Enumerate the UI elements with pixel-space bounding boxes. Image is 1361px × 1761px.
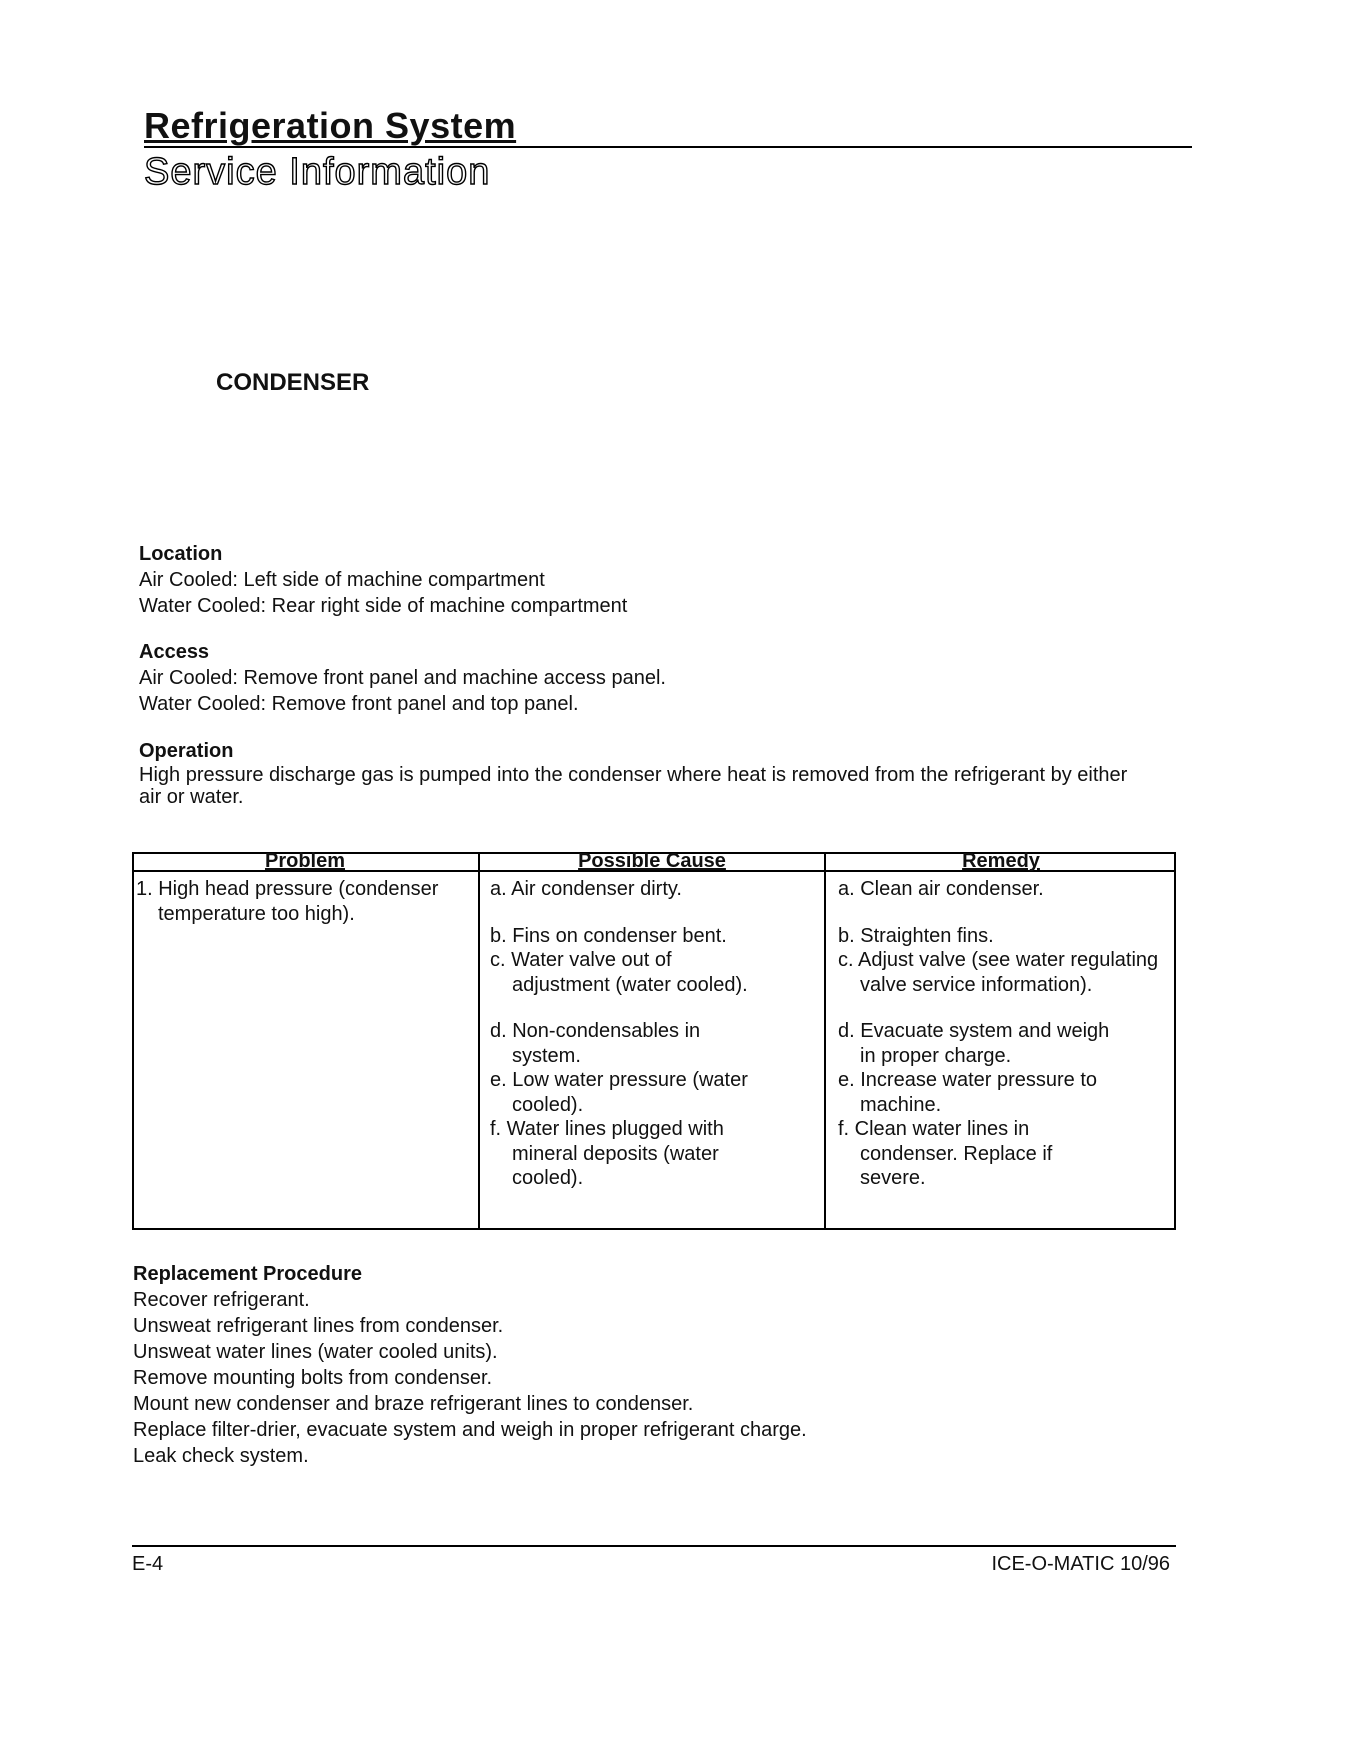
operation-line: air or water. (139, 786, 244, 808)
cause-item-continuation: cooled). (512, 1167, 584, 1189)
replacement-section (133, 1261, 807, 1469)
table-cell-remedies (838, 877, 1174, 1191)
remedy-item: f. Clean water lines in (838, 1118, 1030, 1140)
table-header-remedy: Remedy (962, 850, 1040, 872)
section-heading: CONDENSER (216, 369, 370, 396)
page-number: E-4 (132, 1553, 164, 1575)
replacement-step: Leak check system. (133, 1445, 309, 1467)
problem-line: temperature too high). (158, 902, 355, 925)
cause-item: f. Water lines plugged with (490, 1118, 724, 1140)
cause-item-continuation: adjustment (water cooled). (512, 973, 748, 996)
remedy-item-continuation: condenser. Replace if (860, 1142, 1053, 1165)
remedy-item-continuation: severe. (860, 1167, 926, 1189)
replacement-step: Remove mounting bolts from condenser. (133, 1367, 493, 1389)
operation-label: Operation (139, 740, 234, 762)
cause-item: d. Non-condensables in (490, 1020, 701, 1042)
location-section (139, 541, 627, 619)
title-underline-rule (144, 146, 1192, 148)
access-section (139, 639, 666, 717)
remedy-item: a. Clean air condenser. (838, 878, 1044, 900)
cause-item: b. Fins on condenser bent. (490, 924, 727, 947)
footer-brand: ICE-O-MATIC 10/96 (991, 1553, 1170, 1575)
page-subtitle: Service Information (144, 151, 491, 193)
remedy-item-continuation: valve service information). (860, 973, 1093, 996)
replacement-step: Recover refrigerant. (133, 1289, 310, 1311)
operation-section (139, 738, 1127, 808)
cause-item-continuation: system. (512, 1044, 581, 1067)
remedy-item: c. Adjust valve (see water regulating (838, 949, 1159, 971)
access-label: Access (139, 641, 210, 663)
table-header-possible-cause: Possible Cause (578, 850, 726, 872)
page-title: Refrigeration System (144, 105, 517, 146)
replacement-step: Unsweat water lines (water cooled units). (133, 1341, 498, 1363)
table-column-divider (824, 852, 826, 1230)
remedy-item: e. Increase water pressure to (838, 1069, 1098, 1091)
replacement-step: Replace filter-drier, evacuate system and weigh in proper refrigerant charge. (133, 1419, 807, 1441)
table-cell-causes (490, 877, 820, 1191)
replacement-step: Mount new condenser and braze refrigerant lines to condenser. (133, 1393, 694, 1415)
location-line: Water Cooled: Rear right side of machine compartment (139, 595, 628, 617)
cause-item-continuation: cooled). (512, 1093, 584, 1116)
location-line: Air Cooled: Left side of machine compartment (139, 569, 545, 591)
remedy-item-continuation: in proper charge. (860, 1044, 1012, 1067)
remedy-item: d. Evacuate system and weigh (838, 1020, 1110, 1042)
location-label: Location (139, 543, 223, 565)
cause-item: e. Low water pressure (water (490, 1069, 748, 1091)
access-line: Water Cooled: Remove front panel and top panel. (139, 693, 579, 715)
table-cell-problem (136, 877, 474, 926)
table-column-divider (478, 852, 480, 1230)
footer-rule (132, 1545, 1176, 1547)
table-header-problem: Problem (264, 850, 346, 872)
access-line: Air Cooled: Remove front panel and machine access panel. (139, 667, 666, 689)
cause-item: c. Water valve out of (490, 949, 672, 971)
replacement-step: Unsweat refrigerant lines from condenser. (133, 1315, 504, 1337)
operation-line: High pressure discharge gas is pumped into the condenser where heat is removed from the refrigerant by either (139, 764, 1128, 786)
problem-line: 1. High head pressure (condenser (136, 878, 439, 900)
cause-item-continuation: mineral deposits (water (512, 1142, 719, 1165)
replacement-label: Replacement Procedure (133, 1263, 362, 1285)
remedy-item-continuation: machine. (860, 1093, 942, 1116)
cause-item: a. Air condenser dirty. (490, 878, 682, 900)
remedy-item: b. Straighten fins. (838, 924, 994, 947)
